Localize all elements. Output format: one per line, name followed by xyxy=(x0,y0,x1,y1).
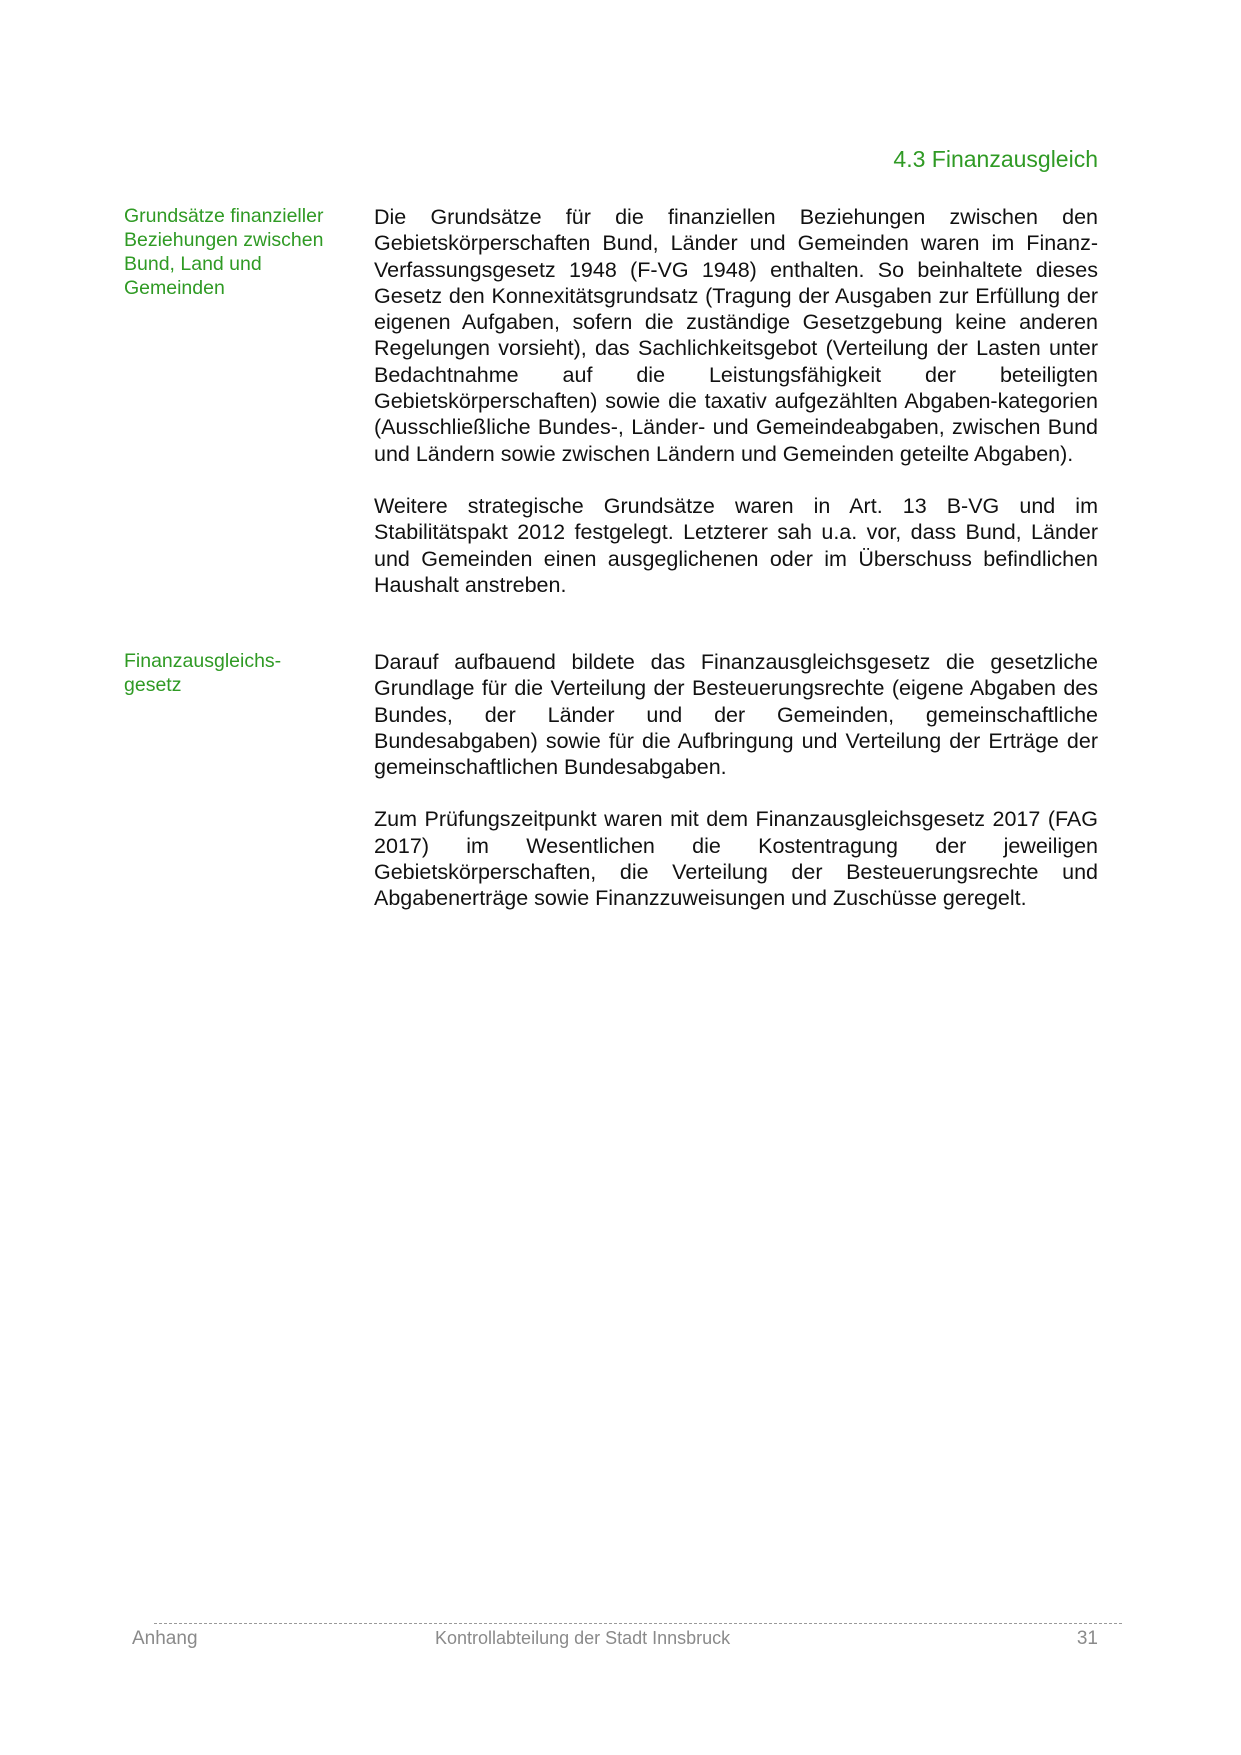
page-number: 31 xyxy=(1076,1628,1098,1649)
margin-label: Finanzausgleichs- gesetz xyxy=(124,650,282,696)
footer-chapter: Anhang xyxy=(132,1628,198,1649)
body-text-column xyxy=(374,204,1098,624)
footer-divider xyxy=(154,1623,1122,1624)
paragraph: Zum Prüfungszeitpunkt waren mit dem Finanzausgleichsgesetz 2017 (FAG 2017) im Wesentlichen die Kostentragung der jeweiligen Gebietskörperschaften, die Verteilung der Besteuerungsrechte und Abgabenerträge sowie Finanzzuweisungen und Zuschüsse geregelt. xyxy=(374,807,1098,911)
page-footer xyxy=(132,1613,1122,1653)
paragraph: Weitere strategische Grundsätze waren in Art. 13 B-VG und im Stabilitätspakt 2012 festgelegt. Letzterer sah u.a. vor, dass Bund, Länder und Gemeinden einen ausgeglichenen oder im Überschuss befindlichen Haushalt anstreben. xyxy=(374,493,1098,597)
paragraph: Die Grundsätze für die finanziellen Beziehungen zwischen den Gebietskörperschaften Bund, Länder und Gemeinden waren im Finanz-Verfassungsgesetz 1948 (F-VG 1948) enthalten. So beinhaltete dieses Gesetz den Konnexitätsgrundsatz (Tragung der Ausgaben zur Erfüllung der eigenen Aufgaben, sofern die zuständige Gesetzgebung keine anderen Regelungen vorsieht), das Sachlichkeitsgebot (Verteilung der Lasten unter Bedachtnahme auf die Leistungsfähigkeit der beteiligten Gebietskörperschaften) sowie die taxativ aufgezählten Abgaben-kategorien (Ausschließliche Bundes-, Länder- und Gemeindeabgaben, zwischen Bund und Ländern sowie zwischen Ländern und Gemeinden geteilte Abgaben). xyxy=(374,205,1098,466)
paragraph: Darauf aufbauend bildete das Finanzausgleichsgesetz die gesetzliche Grundlage für die Verteilung der Besteuerungsrechte (eigene Abgaben des Bundes, der Länder und der Gemeinden, gemeinschaftliche Bundesabgaben) sowie für die Aufbringung und Verteilung der Erträge der gemeinschaftlichen Bundesabgaben. xyxy=(374,650,1098,780)
section-title: 4.3 Finanzausgleich xyxy=(893,146,1098,172)
body-text-column xyxy=(374,649,1098,938)
margin-label: Grundsätze finanzieller Beziehungen zwischen Bund, Land und Gemeinden xyxy=(124,205,324,299)
footer-organization: Kontrollabteilung der Stadt Innsbruck xyxy=(435,1628,731,1648)
